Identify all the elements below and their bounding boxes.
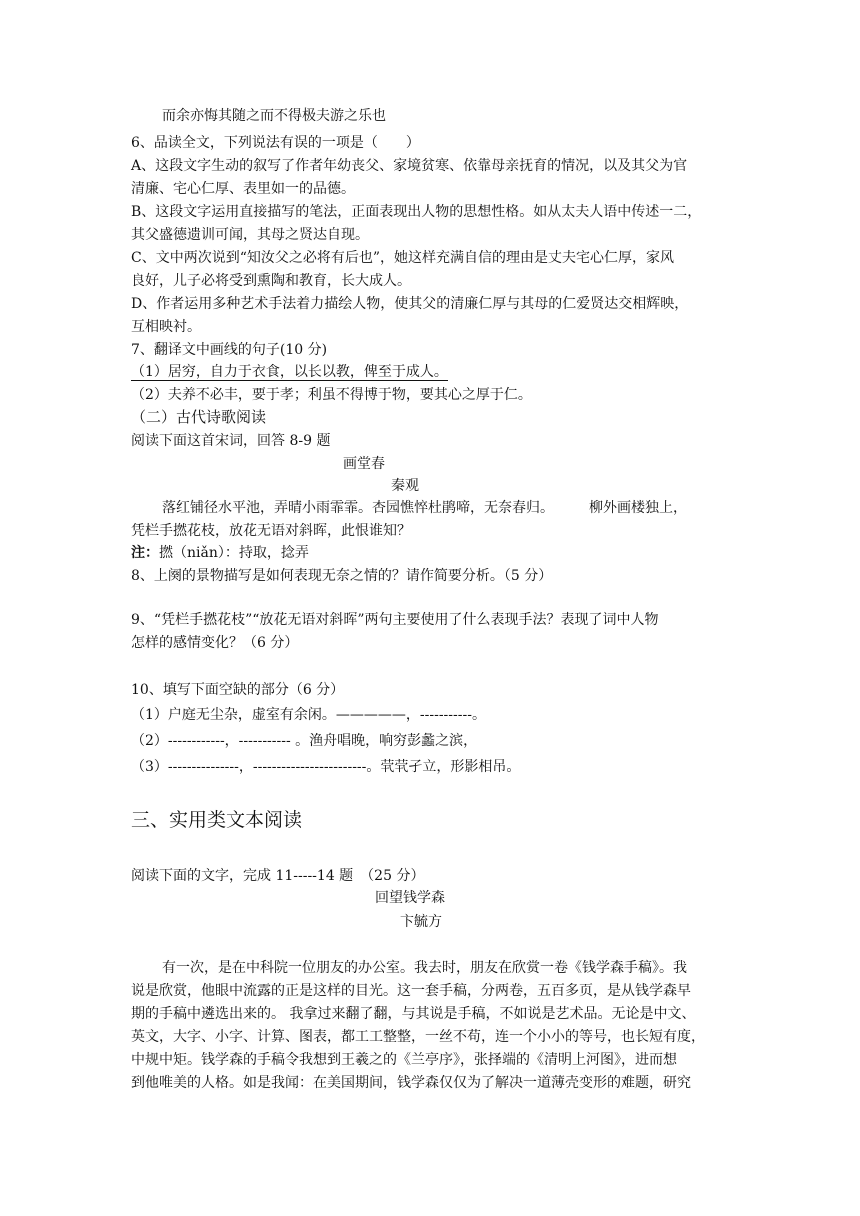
poem-title: 画堂春 <box>343 456 385 472</box>
section-heading-poetry: （二）古代诗歌阅读 <box>131 408 267 426</box>
section-heading-practical: 三、实用类文本阅读 <box>131 809 303 831</box>
article-paragraph-line: 说是欣赏，他眼中流露的正是这样的目光。这一套手稿，分两卷，五百多页，是从钱学森早 <box>131 983 691 999</box>
text-line: 而余亦悔其随之而不得极夫游之乐也 <box>162 108 386 124</box>
question-7: 7、翻译文中画线的句子(10 分) <box>131 342 328 358</box>
article-paragraph-line: 期的手稿中遴选出来的。 我拿过来翻了翻，与其说是手稿，不如说是艺术品。无论是中文、 <box>131 1006 696 1022</box>
reading-instruction: 阅读下面的文字，完成 11-----14 题 （25 分） <box>131 868 425 884</box>
question-10: 10、填写下面空缺的部分（6 分） <box>131 682 345 698</box>
translate-item-1 <box>131 362 448 382</box>
article-paragraph-line: 英文，大字、小字、计算、图表，都工工整整，一丝不苟，连一个小小的等号，也长短有度， <box>131 1029 705 1045</box>
article-author: 卞毓方 <box>400 914 442 930</box>
question-6: 6、品读全文，下列说法有误的一项是（ ） <box>131 135 420 151</box>
translate-item-2: （2）夫养不必丰，要于孝；利虽不得博于物，要其心之厚于仁。 <box>131 387 532 403</box>
question-9: 9、“凭栏手撚花枝”“放花无语对斜晖”两句主要使用了什么表现手法？表现了词中人物 <box>131 612 659 628</box>
fill-blank-3: （3）---------------，------------------------。茕茕孑立，形影相吊。 <box>131 759 521 775</box>
poem-line-1: 落红铺径水平池，弄晴小雨霏霏。杏园憔悴杜鹃啼，无奈春归。 柳外画楼独上， <box>162 500 687 516</box>
article-title: 回望钱学森 <box>375 890 445 906</box>
option-b-cont: 其父盛德遗训可闻，其母之贤达自现。 <box>131 227 369 243</box>
question-9-cont: 怎样的感情变化？（6 分） <box>131 635 299 651</box>
option-d: D、作者运用多种艺术手法着力描绘人物，使其父的清廉仁厚与其母的仁爱贤达交相辉映， <box>131 296 689 312</box>
option-a: A、这段文字生动的叙写了作者年幼丧父、家境贫寒、依靠母亲抚育的情况，以及其父为官 <box>131 158 688 174</box>
poem-line-2: 凭栏手撚花枝，放花无语对斜晖，此恨谁知？ <box>131 523 411 539</box>
option-c: C、文中两次说到“知汝父之必将有后也”，她这样充满自信的理由是丈夫宅心仁厚，家风 <box>131 250 675 266</box>
poem-note <box>131 543 309 563</box>
fill-blank-2: （2）------------，----------- 。渔舟唱晚，响穷彭蠡之滨， <box>131 733 478 749</box>
option-b: B、这段文字运用直接描写的笔法，正面表现出人物的思想性格。如从太夫人语中传述一二， <box>131 204 702 220</box>
article-paragraph-line: 中规中矩。钱学森的手稿令我想到王羲之的《兰亭序》，张择端的《清明上河图》，进而想 <box>131 1052 677 1068</box>
question-8: 8、上阕的景物描写是如何表现无奈之情的？请作简要分析。（5 分） <box>131 568 553 584</box>
article-paragraph-line: 有一次，是在中科院一位朋友的办公室。我去时，朋友在欣赏一卷《钱学森手稿》。我 <box>162 960 687 976</box>
article-paragraph-line: 到他唯美的人格。如是我闻：在美国期间，钱学森仅仅为了解决一道薄壳变形的难题，研究 <box>131 1075 691 1091</box>
note-text: 撚（niǎn）：持取，捻弄 <box>159 545 309 561</box>
option-c-cont: 良好，儿子必将受到熏陶和教育，长大成人。 <box>131 273 411 289</box>
option-a-cont: 清廉、宅心仁厚、表里如一的品德。 <box>131 181 355 197</box>
poetry-instruction: 阅读下面这首宋词，回答 8-9 题 <box>131 433 331 449</box>
option-d-cont: 互相映衬。 <box>131 319 201 335</box>
underlined-sentence: （1）居穷，自力于衣食，以长以教，俾至于成人。 <box>131 364 448 380</box>
note-label: 注： <box>131 545 159 561</box>
poem-author: 秦观 <box>391 478 419 494</box>
fill-blank-1: （1）户庭无尘杂，虚室有余闲。—————，-----------。 <box>131 707 486 723</box>
